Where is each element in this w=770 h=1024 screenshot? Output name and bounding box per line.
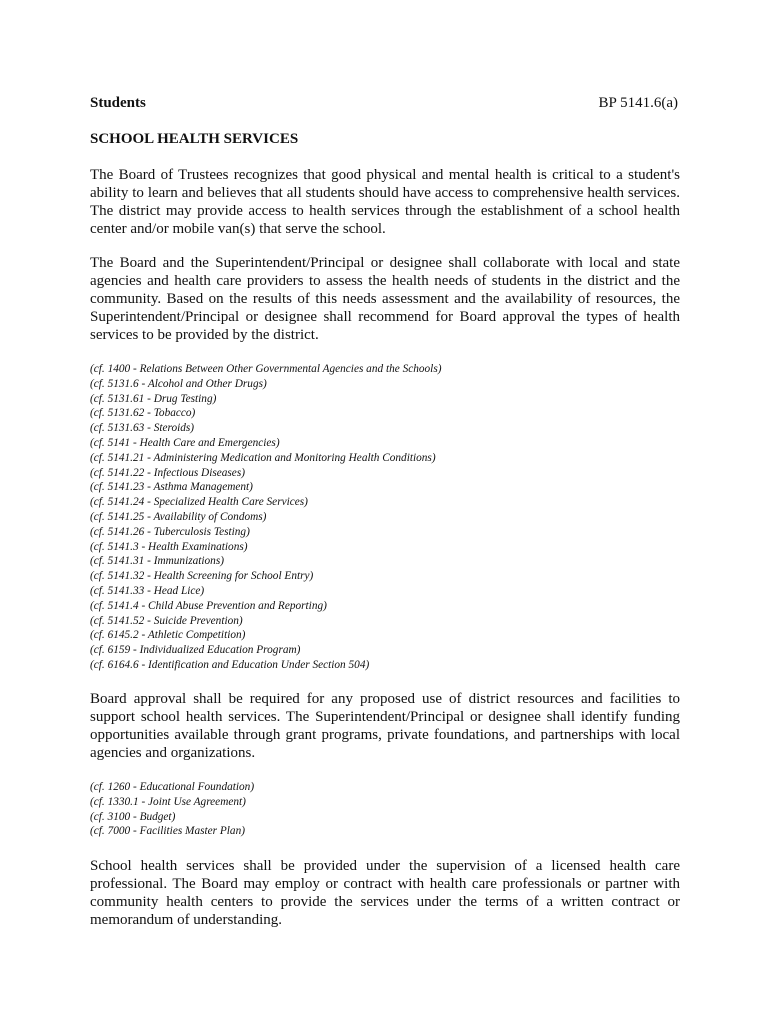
cross-reference-list-2 [90,780,680,839]
cross-reference: (cf. 5141.21 - Administering Medication and Monitoring Health Conditions) [90,451,436,464]
cross-reference: (cf. 5141.33 - Head Lice) [90,584,205,597]
cross-reference: (cf. 7000 - Facilities Master Plan) [90,825,245,838]
cross-reference: (cf. 1260 - Educational Foundation) [90,781,255,793]
cross-reference: (cf. 5141.24 - Specialized Health Care Services) [90,496,308,509]
cross-reference: (cf. 5131.63 - Steroids) [90,422,195,435]
cross-reference: (cf. 5141.4 - Child Abuse Prevention and Reporting) [90,599,327,612]
cross-reference: (cf. 6145.2 - Athletic Competition) [90,629,246,642]
paragraph-1: The Board of Trustees recognizes that good physical and mental health is critical to a student's ability to learn and believes that all students should have access to comprehensive health services. The district may provide access to health services through the establishment of a school health center and/or mobile van(s) that serve the school. [90,167,680,237]
header-policy-code: BP 5141.6(a) [598,95,678,111]
cross-reference: (cf. 5141.52 - Suicide Prevention) [90,614,243,627]
cross-reference: (cf. 5131.6 - Alcohol and Other Drugs) [90,377,267,390]
cross-reference: (cf. 3100 - Budget) [90,810,176,823]
cross-reference: (cf. 1330.1 - Joint Use Agreement) [90,795,246,808]
cross-reference: (cf. 6159 - Individualized Education Program) [90,644,301,657]
cross-reference: (cf. 5141.26 - Tuberculosis Testing) [90,525,250,538]
page-title: SCHOOL HEALTH SERVICES [90,131,299,147]
cross-reference: (cf. 5131.61 - Drug Testing) [90,392,217,405]
cross-reference: (cf. 5141.22 - Infectious Diseases) [90,466,245,479]
header-section: Students [90,95,146,111]
cross-reference: (cf. 5141.31 - Immunizations) [90,555,224,568]
paragraph-4: School health services shall be provided under the supervision of a licensed health care professional. The Board may employ or contract with health care professionals or partner with community health centers to provide the services under the terms of a written contract or memorandum of understanding. [90,858,680,928]
cross-reference: (cf. 5141 - Health Care and Emergencies) [90,436,280,449]
cross-reference: (cf. 5141.3 - Health Examinations) [90,540,248,553]
cross-reference: (cf. 1400 - Relations Between Other Governmental Agencies and the Schools) [90,363,442,375]
paragraph-2: The Board and the Superintendent/Principal or designee shall collaborate with local and state agencies and health care providers to assess the health needs of students in the district and the community. Based on the results of this needs assessment and the availability of resources, the Superintendent/Principal or designee shall recommend for Board approval the types of health services to be provided by the district. [90,255,680,343]
page-header [90,94,678,112]
cross-reference: (cf. 6164.6 - Identification and Education Under Section 504) [90,658,370,671]
cross-reference: (cf. 5141.32 - Health Screening for School Entry) [90,570,314,583]
cross-reference: (cf. 5141.23 - Asthma Management) [90,481,253,494]
cross-reference: (cf. 5141.25 - Availability of Condoms) [90,510,267,523]
paragraph-3: Board approval shall be required for any proposed use of district resources and facilities to support school health services. The Superintendent/Principal or designee shall identify funding opportunities available through grant programs, private foundations, and partnerships with local agencies and organizations. [90,691,680,761]
cross-reference-list-1 [90,362,680,673]
cross-reference: (cf. 5131.62 - Tobacco) [90,407,196,420]
